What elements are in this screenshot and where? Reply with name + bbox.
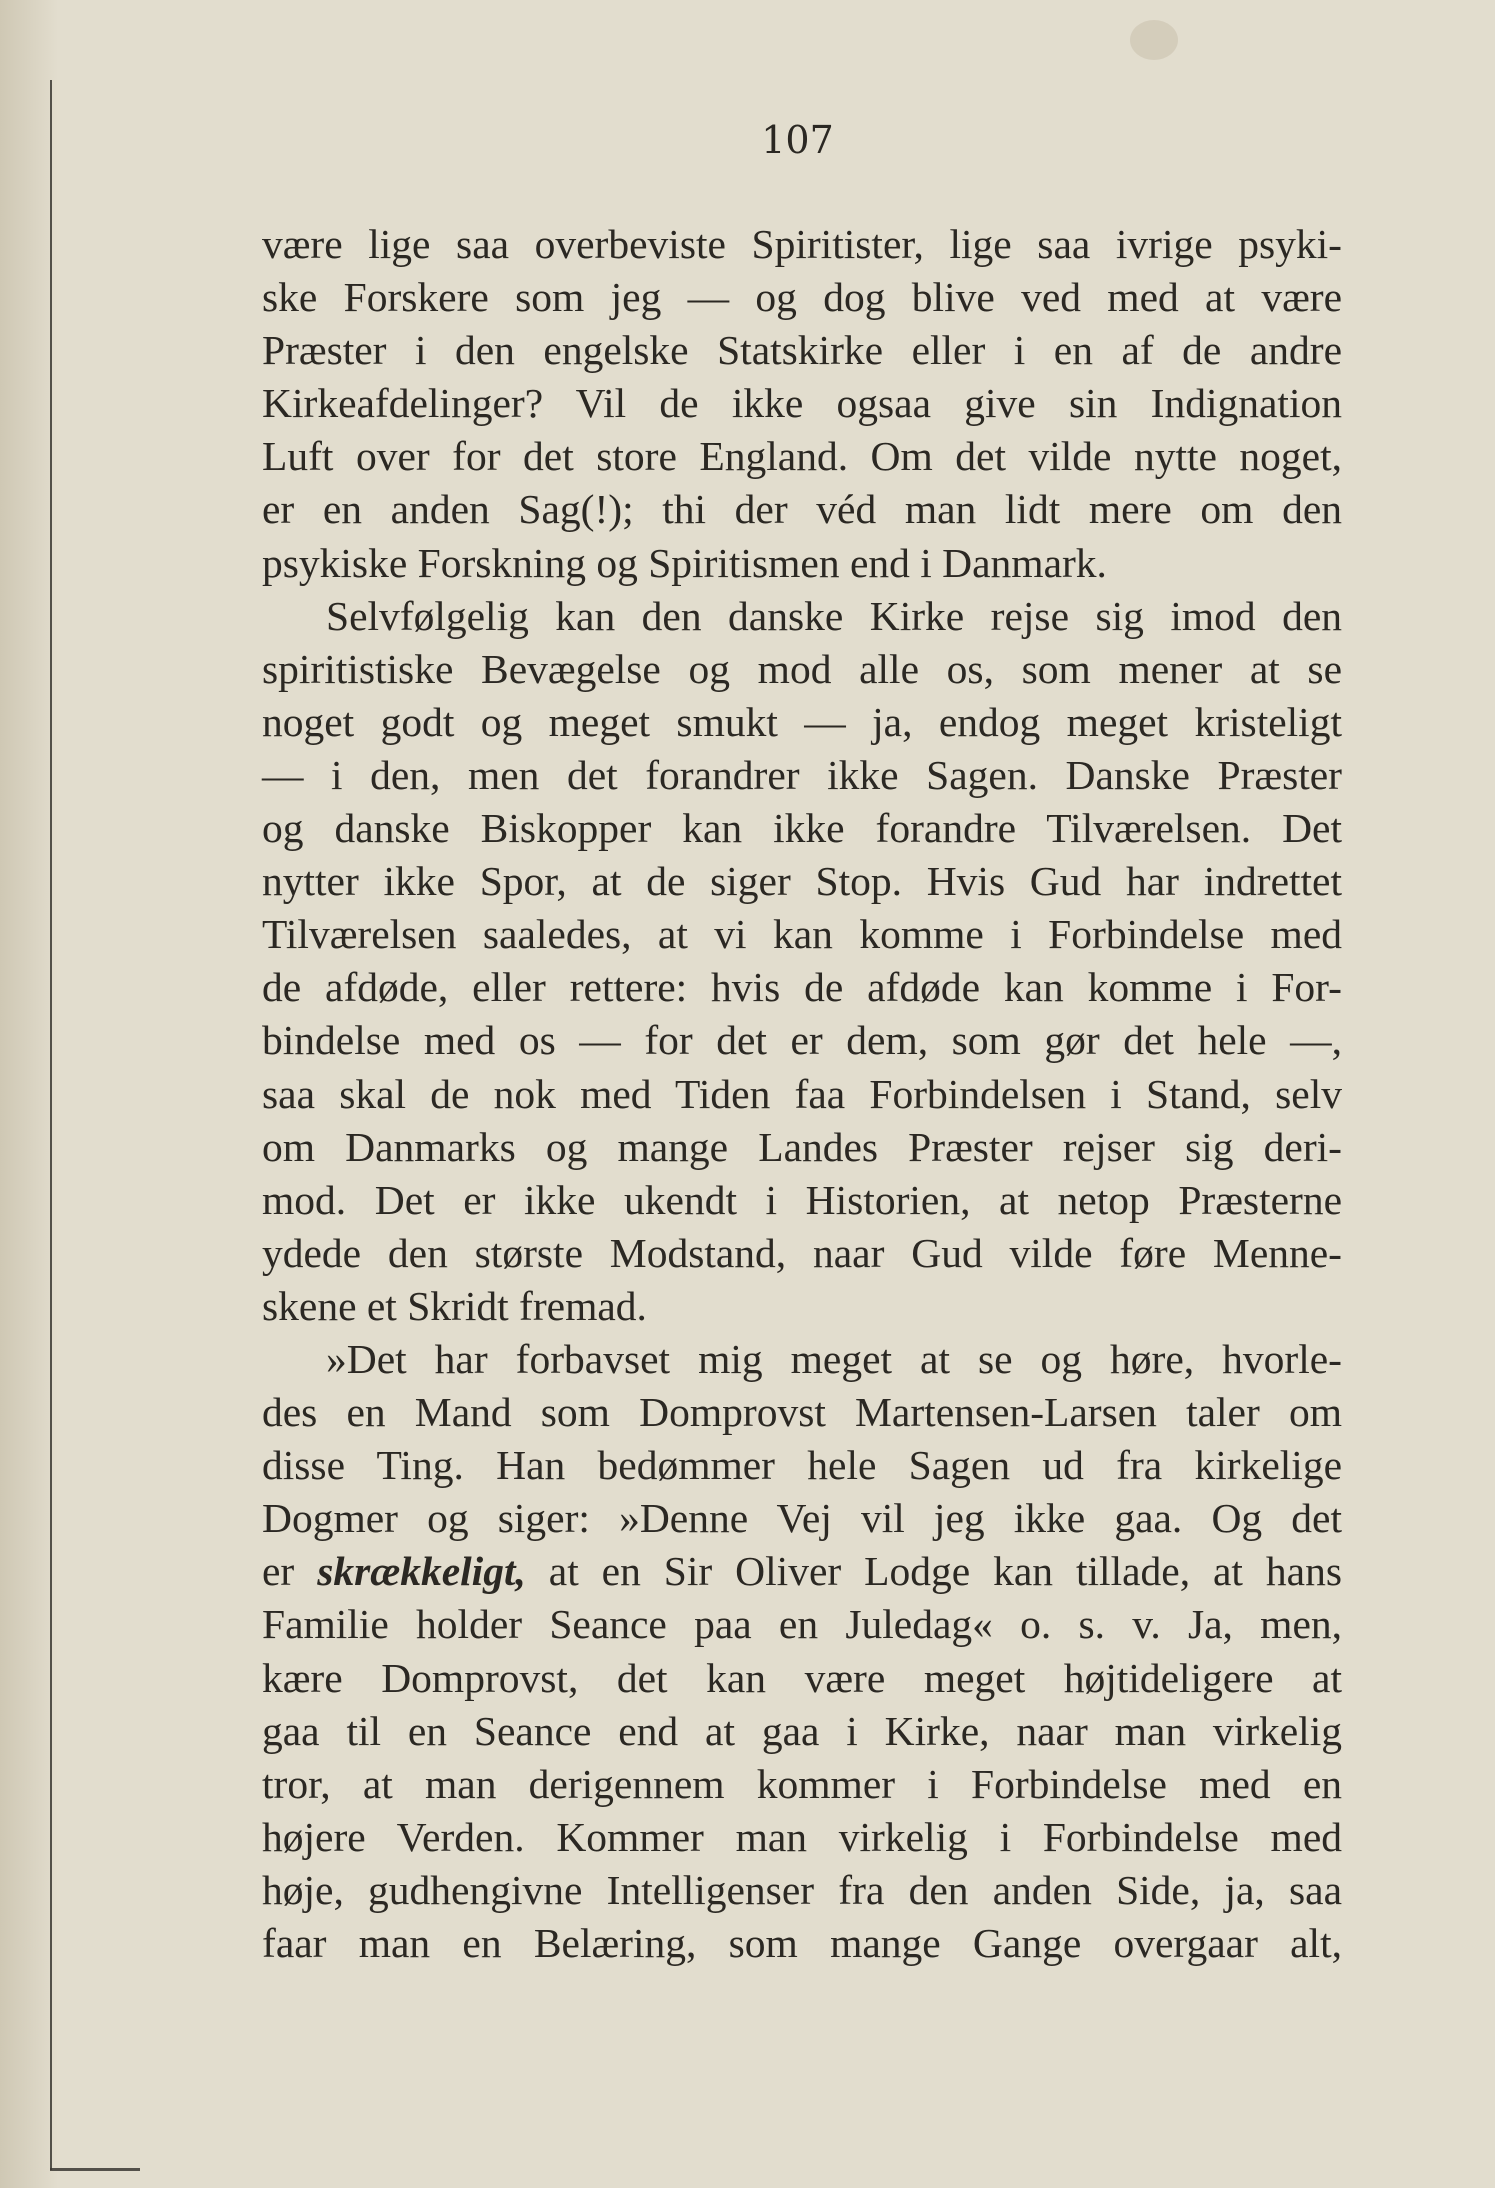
text-line: tror, at man derigennem kommer i Forbindelse med en	[262, 1760, 1342, 1807]
text-line: saa skal de nok med Tiden faa Forbindelsen i Stand, selv	[262, 1070, 1342, 1117]
text-line: bindelse med os — for det er dem, som gør det hele —,	[262, 1017, 1342, 1064]
text-line: ydede den største Modstand, naar Gud vilde føre Menne-	[262, 1229, 1342, 1276]
text-line: Dogmer og siger: »Denne Vej vil jeg ikke gaa. Og det	[262, 1495, 1342, 1542]
text-line: des en Mand som Domprovst Martensen-Larsen taler om	[262, 1389, 1342, 1436]
text-line: Præster i den engelske Statskirke eller i en af de andre	[262, 327, 1342, 374]
text-line: er en anden Sag(!); thi der véd man lidt mere om den	[262, 486, 1342, 533]
text-line: Tilværelsen saaledes, at vi kan komme i Forbindelse med	[262, 911, 1342, 958]
text-line: de afdøde, eller rettere: hvis de afdøde kan komme i For-	[262, 964, 1342, 1011]
text-segment: at en Sir Oliver Lodge kan tillade, at hans	[525, 1548, 1342, 1595]
text-line: ske Forskere som jeg — og dog blive ved med at være	[262, 274, 1342, 321]
text-line: Kirkeafdelinger? Vil de ikke ogsaa give sin Indignation	[262, 380, 1342, 427]
text-line	[262, 1545, 1342, 1598]
gutter-foot-line	[50, 2168, 140, 2171]
text-line: »Det har forbavset mig meget at se og høre, hvorle-	[326, 1335, 1342, 1382]
text-line: kære Domprovst, det kan være meget højtideligere at	[262, 1654, 1342, 1701]
text-line: høje, gudhengivne Intelligenser fra den anden Side, ja, saa	[262, 1866, 1342, 1913]
text-line: skene et Skridt fremad.	[262, 1282, 647, 1329]
text-line: faar man en Belæring, som mange Gange overgaar alt,	[262, 1920, 1342, 1966]
page-number: 107	[761, 118, 834, 162]
text-line: og danske Biskopper kan ikke forandre Tilværelsen. Det	[262, 805, 1342, 852]
text-line: højere Verden. Kommer man virkelig i Forbindelse med	[262, 1813, 1342, 1860]
text-line: disse Ting. Han bedømmer hele Sagen ud fra kirkelige	[262, 1442, 1342, 1489]
text-line: om Danmarks og mange Landes Præster rejser sig deri-	[262, 1123, 1342, 1170]
text-line: være lige saa overbeviste Spiritister, lige saa ivrige psyki-	[262, 221, 1342, 267]
text-line: mod. Det er ikke ukendt i Historien, at netop Præsterne	[262, 1176, 1342, 1223]
text-line: Familie holder Seance paa en Juledag« o. s. v. Ja, men,	[262, 1601, 1342, 1648]
text-line: spiritistiske Bevægelse og mod alle os, som mener at se	[262, 645, 1342, 692]
text-line: psykiske Forskning og Spiritismen end i Danmark.	[262, 539, 1107, 586]
gutter-edge-line	[50, 80, 52, 2170]
emphasized-word: skrækkeligt,	[317, 1548, 526, 1595]
text-segment: er	[262, 1548, 318, 1595]
text-line: noget godt og meget smukt — ja, endog meget kristeligt	[262, 698, 1342, 745]
text-line: Luft over for det store England. Om det vilde nytte noget,	[262, 433, 1342, 480]
text-line: nytter ikke Spor, at de siger Stop. Hvis Gud har indrettet	[262, 858, 1342, 905]
text-line: — i den, men det forandrer ikke Sagen. Danske Præster	[262, 751, 1342, 798]
text-line: gaa til en Seance end at gaa i Kirke, naar man virkelig	[262, 1707, 1342, 1754]
body-text	[262, 218, 1342, 1970]
paper-stain	[1130, 20, 1178, 60]
text-line: Selvfølgelig kan den danske Kirke rejse sig imod den	[326, 592, 1342, 639]
